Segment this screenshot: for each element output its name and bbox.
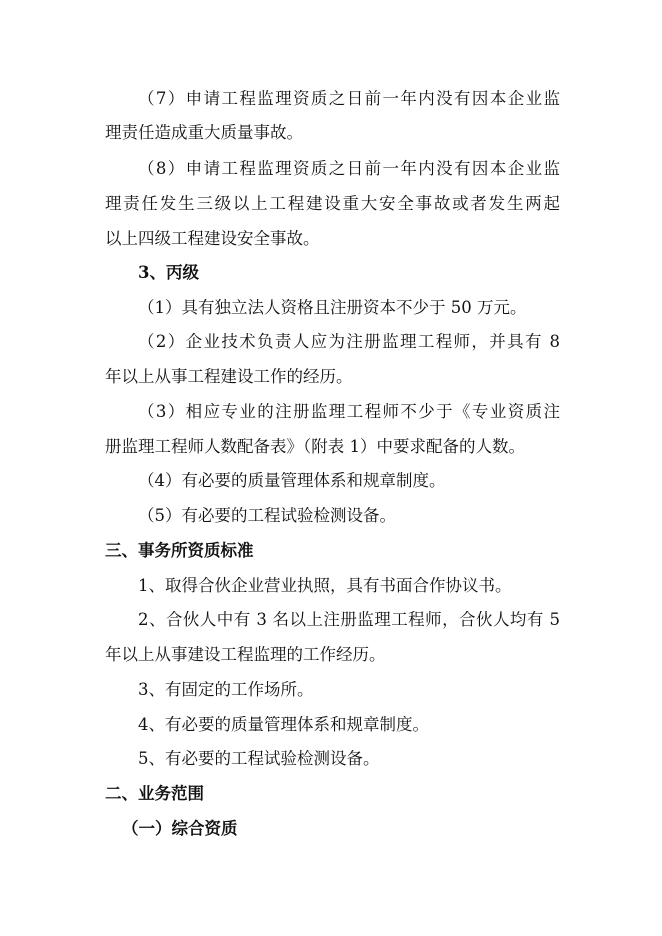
class-c-item-4: （4）有必要的质量管理体系和规章制度。 xyxy=(138,471,446,490)
class-c-item-2-line-1: （2）企业技术负责人应为注册监理工程师，并具有 8 xyxy=(138,332,560,351)
section-heading-firm-standards: 三、事务所资质标准 xyxy=(105,541,254,560)
paragraph-7-line-1: （7）申请工程监理资质之日前一年内没有因本企业监 xyxy=(138,89,560,108)
subsection-heading-comprehensive: （一）综合资质 xyxy=(122,819,238,838)
class-c-item-3-line-2: 册监理工程师人数配备表》（附表 1）中要求配备的人数。 xyxy=(105,437,525,456)
class-c-item-5: （5）有必要的工程试验检测设备。 xyxy=(138,506,396,525)
firm-item-3: 3、有固定的工作场所。 xyxy=(138,680,314,699)
paragraph-8-line-3: 以上四级工程建设安全事故。 xyxy=(105,229,320,248)
paragraph-8-line-1: （8）申请工程监理资质之日前一年内没有因本企业监 xyxy=(138,159,560,178)
section-heading-business-scope: 二、业务范围 xyxy=(105,784,204,803)
class-c-item-2-line-2: 年以上从事工程建设工作的经历。 xyxy=(105,367,353,386)
section-heading-class-c: 3、丙级 xyxy=(138,263,199,282)
paragraph-8-line-2: 理责任发生三级以上工程建设重大安全事故或者发生两起 xyxy=(105,194,560,213)
firm-item-4: 4、有必要的质量管理体系和规章制度。 xyxy=(138,715,429,734)
class-c-item-3-line-1: （3）相应专业的注册监理工程师不少于《专业资质注 xyxy=(138,402,560,421)
paragraph-7-line-2: 理责任造成重大质量事故。 xyxy=(105,123,303,142)
firm-item-1: 1、取得合伙企业营业执照，具有书面合作协议书。 xyxy=(138,576,512,595)
firm-item-2-line-1: 2、合伙人中有 3 名以上注册监理工程师，合伙人均有 5 xyxy=(138,610,560,629)
class-c-item-1: （1）具有独立法人资格且注册资本不少于 50 万元。 xyxy=(138,298,527,317)
firm-item-2-line-2: 年以上从事建设工程监理的工作经历。 xyxy=(105,645,386,664)
firm-item-5: 5、有必要的工程试验检测设备。 xyxy=(138,749,380,768)
